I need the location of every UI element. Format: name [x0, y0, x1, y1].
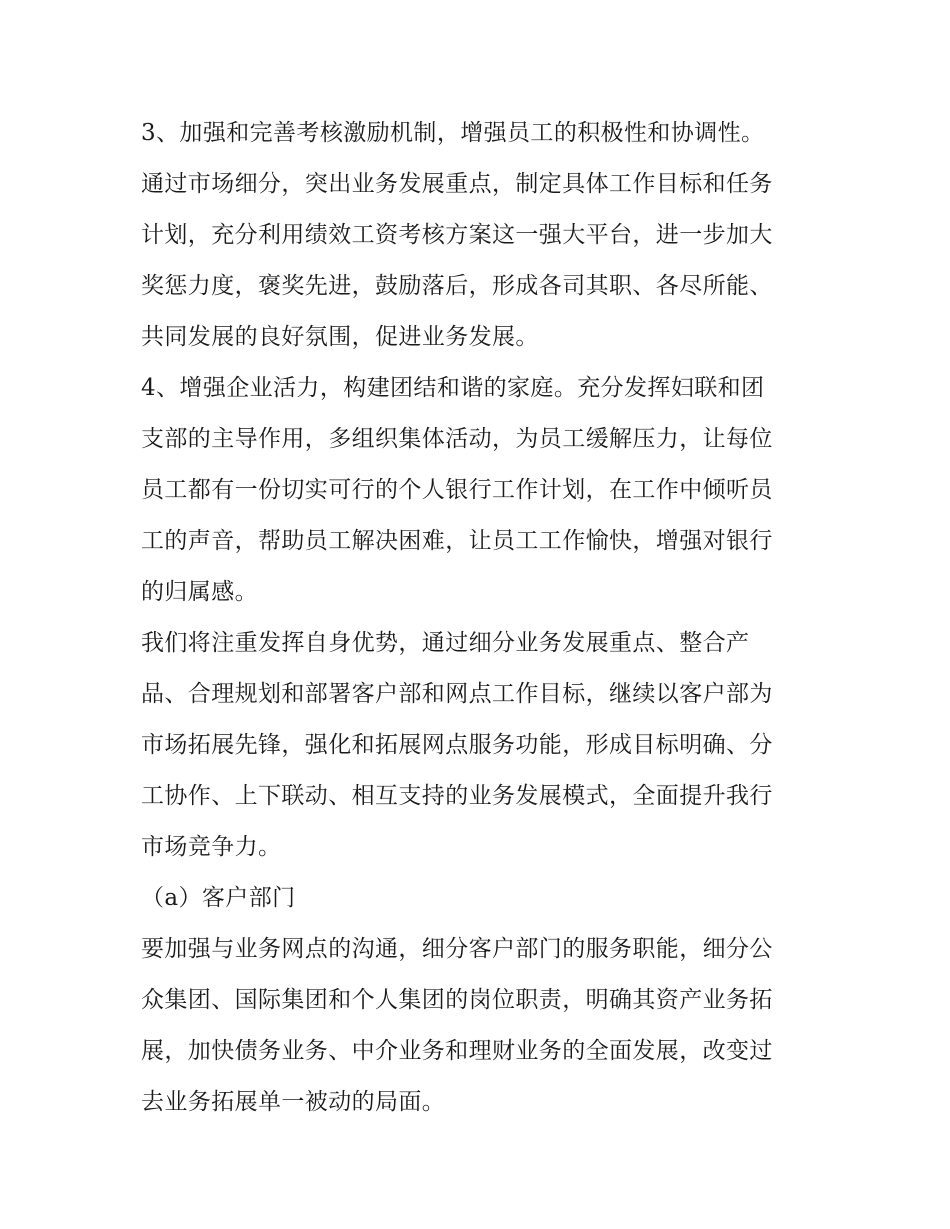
text-line: 品、合理规划和部署客户部和网点工作目标，继续以客户部为 [141, 681, 773, 707]
text-line: 支部的主导作用，多组织集体活动，为员工缓解压力，让每位 [141, 426, 773, 452]
text-line: 4、增强企业活力，构建团结和谐的家庭。充分发挥妇联和团 [141, 375, 765, 401]
document-body [141, 108, 821, 1128]
text-line: 员工都有一份切实可行的个人银行工作计划，在工作中倾听员 [141, 477, 773, 503]
text-line: 奖惩力度，褒奖先进，鼓励落后，形成各司其职、各尽所能、 [141, 273, 773, 299]
text-line: 3、加强和完善考核激励机制，增强员工的积极性和协调性。 [141, 120, 765, 146]
section-heading: （a）客户部门 [141, 885, 296, 911]
text-line: 去业务拓展单一被动的局面。 [141, 1089, 446, 1115]
text-line: 展，加快债务业务、中介业务和理财业务的全面发展，改变过 [141, 1038, 773, 1064]
text-line: 市场竞争力。 [141, 834, 282, 860]
text-line: 通过市场细分，突出业务发展重点，制定具体工作目标和任务 [141, 171, 773, 197]
text-line: 要加强与业务网点的沟通，细分客户部门的服务职能，细分公 [141, 936, 773, 962]
text-line: 的归属感。 [141, 579, 258, 605]
text-line: 我们将注重发挥自身优势，通过细分业务发展重点、整合产 [141, 630, 750, 656]
text-line: 工的声音，帮助员工解决困难，让员工工作愉快，增强对银行 [141, 528, 773, 554]
text-line: 共同发展的良好氛围，促进业务发展。 [141, 324, 539, 350]
text-line: 市场拓展先锋，强化和拓展网点服务功能，形成目标明确、分 [141, 732, 773, 758]
text-line: 众集团、国际集团和个人集团的岗位职责，明确其资产业务拓 [141, 987, 773, 1013]
text-line: 计划，充分利用绩效工资考核方案这一强大平台，进一步加大 [141, 222, 773, 248]
text-line: 工协作、上下联动、相互支持的业务发展模式，全面提升我行 [141, 783, 773, 809]
